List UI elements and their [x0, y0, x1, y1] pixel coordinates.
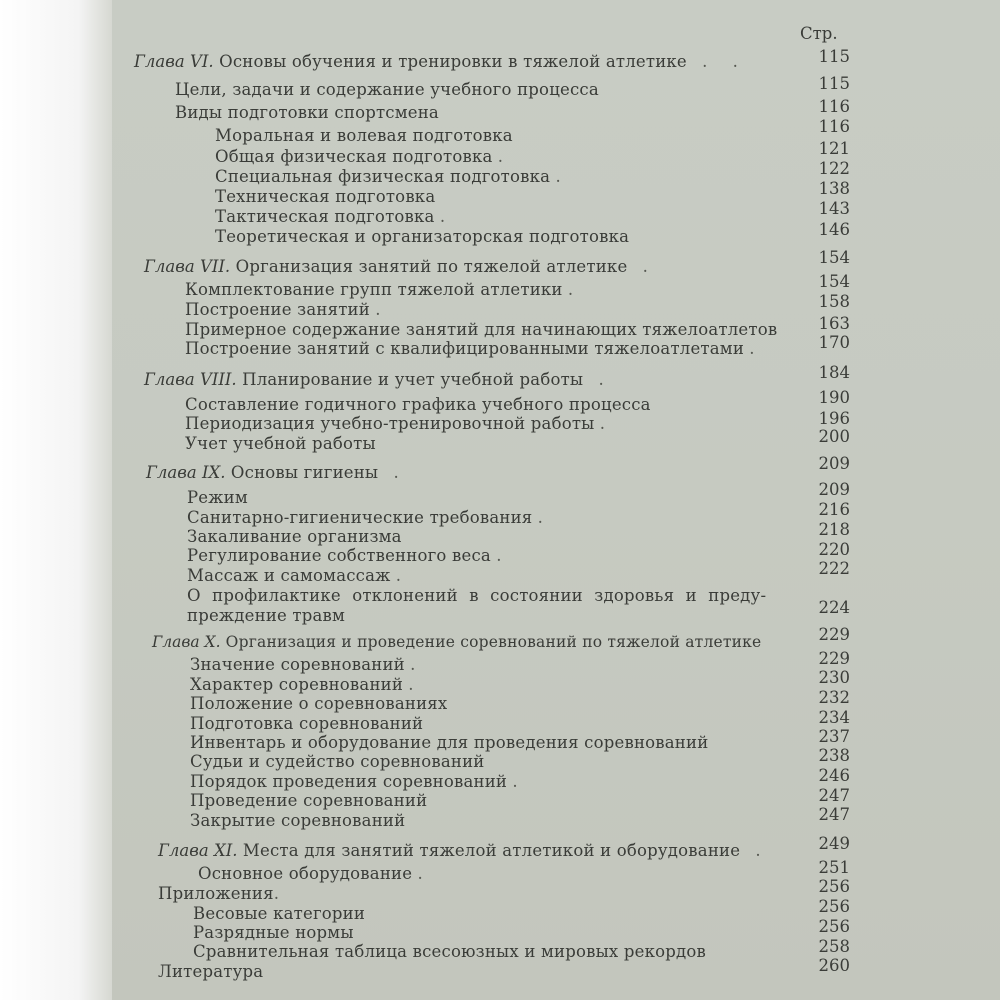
page-number: 143: [818, 199, 850, 218]
page-number: 122: [818, 159, 850, 178]
page-number: 154: [818, 272, 850, 291]
toc-item: [190, 791, 427, 811]
leader-dots: .: [567, 280, 584, 299]
toc-title: Сравнительная таблица всесоюзных и мировых рекордов: [193, 942, 706, 961]
toc-title: Весовые категории: [193, 904, 366, 923]
leader-dots: .: [375, 300, 391, 319]
leader-dots: .: [439, 207, 456, 226]
toc-item: [190, 811, 405, 831]
toc-title: Планирование и учет учебной работы: [236, 370, 584, 389]
toc-title: Подготовка соревнований: [190, 714, 424, 733]
toc-title: Организация и проведение соревнований по тяжелой атлетике: [220, 633, 762, 651]
toc-title: Примерное содержание занятий для начинающих тяжелоатлетов: [185, 320, 778, 339]
toc-title: Порядок проведения соревнований: [190, 772, 508, 791]
leader-dots: .: [555, 167, 571, 186]
leader-dots: .: [378, 463, 409, 482]
toc-title: Приложения: [158, 884, 274, 903]
toc-title: Регулирование собственного веса: [187, 546, 491, 565]
page-number: 256: [818, 877, 850, 896]
page-number: 251: [818, 858, 850, 877]
page-number: 220: [818, 540, 850, 559]
toc-item: [187, 546, 511, 566]
toc-item: [215, 207, 455, 227]
toc-title: Построение занятий: [185, 300, 370, 319]
toc-item: [185, 395, 651, 415]
leader-dots: .: [273, 884, 289, 903]
page-number: 218: [818, 520, 850, 539]
toc-item: [187, 488, 248, 508]
toc-item: [185, 300, 390, 320]
leader-dots: .: [749, 339, 765, 358]
leader-dots: .: [496, 546, 512, 565]
page-number: 200: [818, 427, 850, 446]
toc-chapter: [146, 463, 409, 483]
toc-title: Инвентарь и оборудование для проведения соревнований: [190, 733, 709, 752]
leader-dots: .: [627, 257, 658, 276]
toc-title: Учет учебной работы: [185, 434, 376, 453]
page-number: 229: [818, 625, 850, 644]
leader-dots: .: [583, 370, 614, 389]
toc-title: Основы обучения и тренировки в тяжелой атлетике: [213, 52, 687, 71]
toc-title: Основное оборудование: [198, 864, 413, 883]
toc-item: [187, 586, 766, 606]
toc-item: [193, 923, 354, 943]
page-number: 258: [818, 937, 850, 956]
page-number: 237: [818, 727, 850, 746]
toc-item: [187, 508, 553, 528]
toc-item: [190, 752, 485, 772]
toc-title: Общая физическая подготовка: [215, 147, 493, 166]
toc-chapter: [134, 52, 748, 72]
toc-item: [190, 772, 528, 792]
toc-title: Техническая подготовка: [215, 187, 436, 206]
toc-title: Построение занятий с квалифицированными тяжелоатлетами: [185, 339, 745, 358]
toc-title: Характер соревнований: [190, 675, 404, 694]
chapter-prefix: Глава VI.: [134, 52, 214, 71]
toc-item: [190, 675, 424, 695]
toc-item: [215, 126, 513, 146]
chapter-prefix: Глава VIII.: [144, 370, 237, 389]
page-number: 230: [818, 668, 850, 687]
toc-item: [175, 80, 599, 100]
toc-title: Основы гигиены: [225, 463, 379, 482]
toc-item: [190, 694, 447, 714]
toc-title: Организация занятий по тяжелой атлетике: [230, 257, 628, 276]
toc-title: Санитарно-гигиенические требования: [187, 508, 533, 527]
toc-title: Цели, задачи и содержание учебного процесса: [175, 80, 599, 99]
page-number: 216: [818, 500, 850, 519]
toc-title: Разрядные нормы: [193, 923, 354, 942]
page-number: 115: [818, 47, 850, 66]
toc-chapter: [144, 370, 614, 390]
toc-title: Значение соревнований: [190, 655, 405, 674]
toc-item: [185, 434, 376, 454]
page-column-label: Стр.: [800, 24, 838, 43]
toc-item: [193, 904, 365, 924]
toc-item: [190, 733, 708, 753]
page-number: 222: [818, 559, 850, 578]
toc-title: Закаливание организма: [187, 527, 402, 546]
toc-item: [215, 227, 629, 247]
toc-item: [187, 566, 411, 586]
toc-item: [185, 414, 615, 434]
toc-item: [215, 147, 513, 167]
page-number: 249: [818, 834, 850, 853]
toc-title: Положение о соревнованиях: [190, 694, 448, 713]
toc-item: [185, 280, 583, 300]
toc-title: Массаж и самомассаж: [187, 566, 391, 585]
toc-title: Режим: [187, 488, 248, 507]
leader-dots: .: [740, 841, 771, 860]
toc-item: [187, 527, 402, 547]
leader-dots: . .: [686, 52, 748, 71]
leader-dots: .: [395, 566, 412, 585]
page-number: 121: [818, 139, 850, 158]
page-number: 247: [818, 805, 850, 824]
page-number: 209: [818, 454, 850, 473]
leader-dots: .: [417, 864, 433, 883]
toc-item: [185, 320, 777, 340]
page-number: 229: [818, 649, 850, 668]
page-number: 116: [818, 97, 850, 116]
chapter-prefix: Глава X.: [152, 633, 221, 651]
toc-title: Проведение соревнований: [190, 791, 428, 810]
toc-item: [215, 167, 571, 187]
toc-title: Закрытие соревнований: [190, 811, 406, 830]
toc-chapter: [144, 257, 658, 277]
page-number: 196: [818, 409, 850, 428]
toc-title: Тактическая подготовка: [215, 207, 435, 226]
toc-item: [198, 864, 433, 884]
toc-title: Виды подготовки спортсмена: [175, 103, 439, 122]
page-number: 234: [818, 708, 850, 727]
toc-title: Комплектование групп тяжелой атлетики: [185, 280, 563, 299]
toc-item: [215, 187, 435, 207]
page-number: 158: [818, 292, 850, 311]
leader-dots: .: [537, 508, 553, 527]
toc-chapter: [158, 841, 771, 861]
page-number: 256: [818, 917, 850, 936]
leader-dots: .: [408, 675, 424, 694]
page-number: 246: [818, 766, 850, 785]
page-number: 260: [818, 956, 850, 975]
leader-dots: .: [512, 772, 528, 791]
toc-item: [158, 884, 289, 904]
page-number: 224: [818, 598, 850, 617]
toc-chapter: [152, 632, 761, 652]
leader-dots: .: [497, 147, 513, 166]
toc-item: [187, 606, 345, 626]
page-number: 163: [818, 314, 850, 333]
page-number: 190: [818, 388, 850, 407]
toc-title: Специальная физическая подготовка: [215, 167, 551, 186]
toc-item: [158, 962, 263, 982]
toc-item: [193, 942, 706, 962]
toc-title: Моральная и волевая подготовка: [215, 126, 513, 145]
toc-item: [185, 339, 765, 359]
page-number: 247: [818, 786, 850, 805]
toc-item: [175, 103, 439, 123]
toc-title: Периодизация учебно-тренировочной работы: [185, 414, 595, 433]
toc-title: Теоретическая и организаторская подготовка: [215, 227, 630, 246]
toc-title: О профилактике отклонений в состоянии здоровья и преду-: [187, 586, 767, 605]
page-number: 170: [818, 333, 850, 352]
chapter-prefix: Глава XI.: [158, 841, 238, 860]
page-number: 146: [818, 220, 850, 239]
page-number: 238: [818, 746, 850, 765]
page-number: 256: [818, 897, 850, 916]
chapter-prefix: Глава VII.: [144, 257, 231, 276]
chapter-prefix: Глава IX.: [146, 463, 226, 482]
page-number: 116: [818, 117, 850, 136]
toc-item: [190, 714, 423, 734]
page-number: 154: [818, 248, 850, 267]
page-number: 184: [818, 363, 850, 382]
page-number: 232: [818, 688, 850, 707]
leader-dots: .: [410, 655, 426, 674]
leader-dots: .: [599, 414, 616, 433]
toc-title: Составление годичного графика учебного процесса: [185, 395, 651, 414]
page-number: 138: [818, 179, 850, 198]
page-number: 209: [818, 480, 850, 499]
toc-title: Литература: [158, 962, 264, 981]
toc-title: Судьи и судейство соревнований: [190, 752, 485, 771]
toc-title: Места для занятий тяжелой атлетикой и оборудование: [237, 841, 741, 860]
page-number: 115: [818, 74, 850, 93]
toc-item: [190, 655, 425, 675]
toc-title: преждение травм: [187, 606, 346, 625]
